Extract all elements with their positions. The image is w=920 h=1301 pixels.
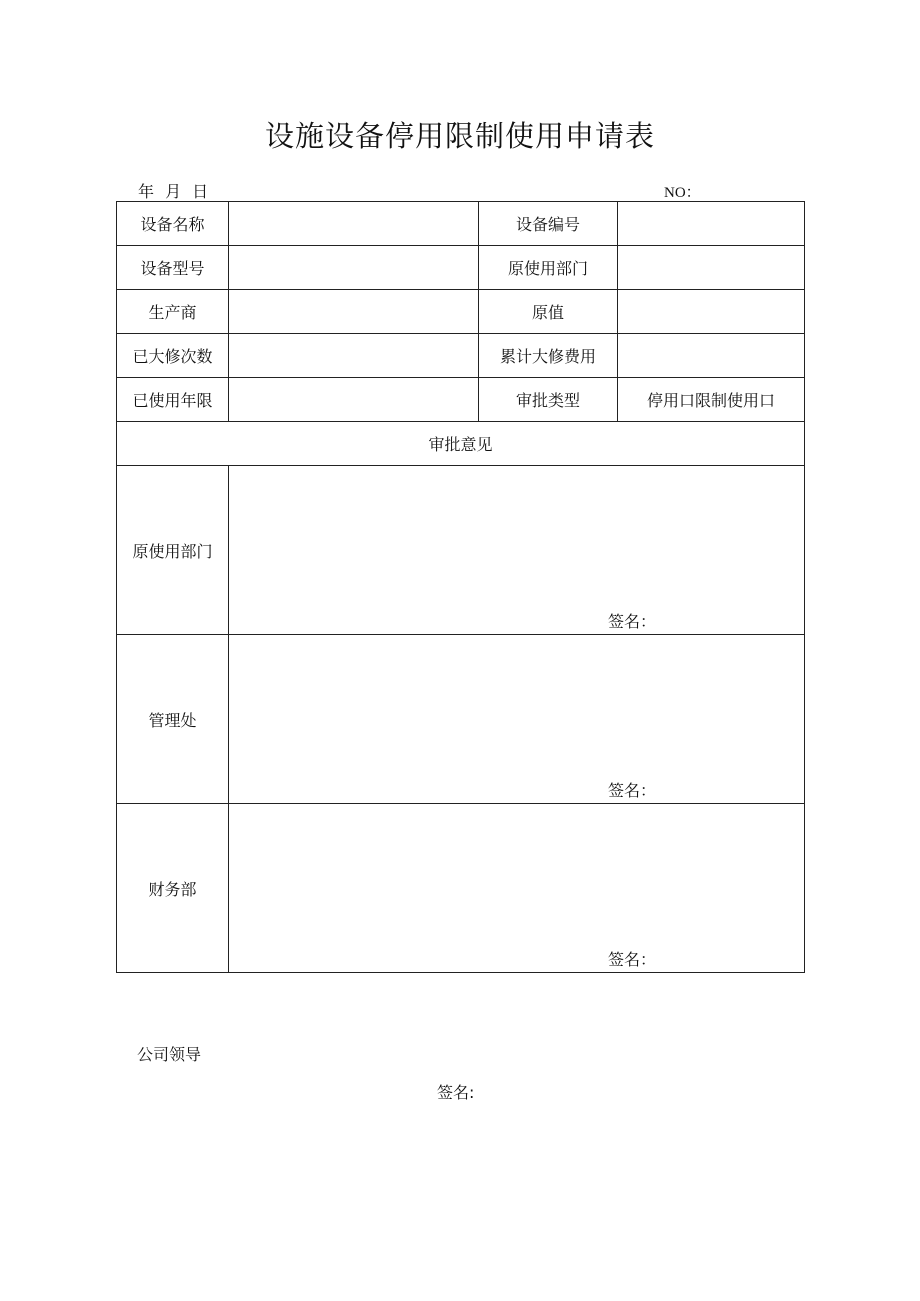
original-department-field[interactable] — [618, 246, 805, 290]
field-label: 审批类型 — [479, 378, 618, 422]
date-label: 年 月 日 — [138, 182, 209, 201]
table-row — [117, 635, 805, 804]
signature-label: 签名： — [608, 612, 657, 631]
table-row — [117, 334, 805, 378]
field-label: 原使用部门 — [479, 246, 618, 290]
approval-label: 管理处 — [117, 635, 229, 804]
approval-label: 原使用部门 — [117, 466, 229, 635]
field-label: 设备编号 — [479, 202, 618, 246]
department-opinion-field[interactable] — [229, 466, 805, 635]
field-label: 累计大修费用 — [479, 334, 618, 378]
field-label: 原值 — [479, 290, 618, 334]
field-label: 设备型号 — [117, 246, 229, 290]
equipment-model-field[interactable] — [229, 246, 479, 290]
table-row — [117, 378, 805, 422]
years-used-field[interactable] — [229, 378, 479, 422]
table-row — [117, 422, 805, 466]
signature-label: 签名： — [608, 781, 657, 800]
overhaul-cost-field[interactable] — [618, 334, 805, 378]
table-row — [117, 290, 805, 334]
signature-label: 签名： — [608, 950, 657, 969]
table-row — [117, 246, 805, 290]
approval-label: 财务部 — [117, 804, 229, 973]
company-leader-label: 公司领导 — [137, 1045, 202, 1064]
overhaul-count-field[interactable] — [229, 334, 479, 378]
manufacturer-field[interactable] — [229, 290, 479, 334]
leader-signature-label: 签名: — [437, 1083, 475, 1102]
number-label: NO： — [664, 185, 701, 201]
equipment-number-field[interactable] — [618, 202, 805, 246]
application-form-table — [116, 201, 805, 973]
field-label: 已大修次数 — [117, 334, 229, 378]
field-label: 设备名称 — [117, 202, 229, 246]
table-row — [117, 804, 805, 973]
form-title: 设施设备停用限制使用申请表 — [264, 119, 655, 153]
field-label: 生产商 — [117, 290, 229, 334]
table-row — [117, 466, 805, 635]
approval-section-header: 审批意见 — [117, 422, 805, 466]
approval-type-options[interactable]: 停用口限制使用口 — [618, 378, 805, 422]
field-label: 已使用年限 — [117, 378, 229, 422]
original-value-field[interactable] — [618, 290, 805, 334]
finance-opinion-field[interactable] — [229, 804, 805, 973]
table-row — [117, 202, 805, 246]
management-opinion-field[interactable] — [229, 635, 805, 804]
equipment-name-field[interactable] — [229, 202, 479, 246]
